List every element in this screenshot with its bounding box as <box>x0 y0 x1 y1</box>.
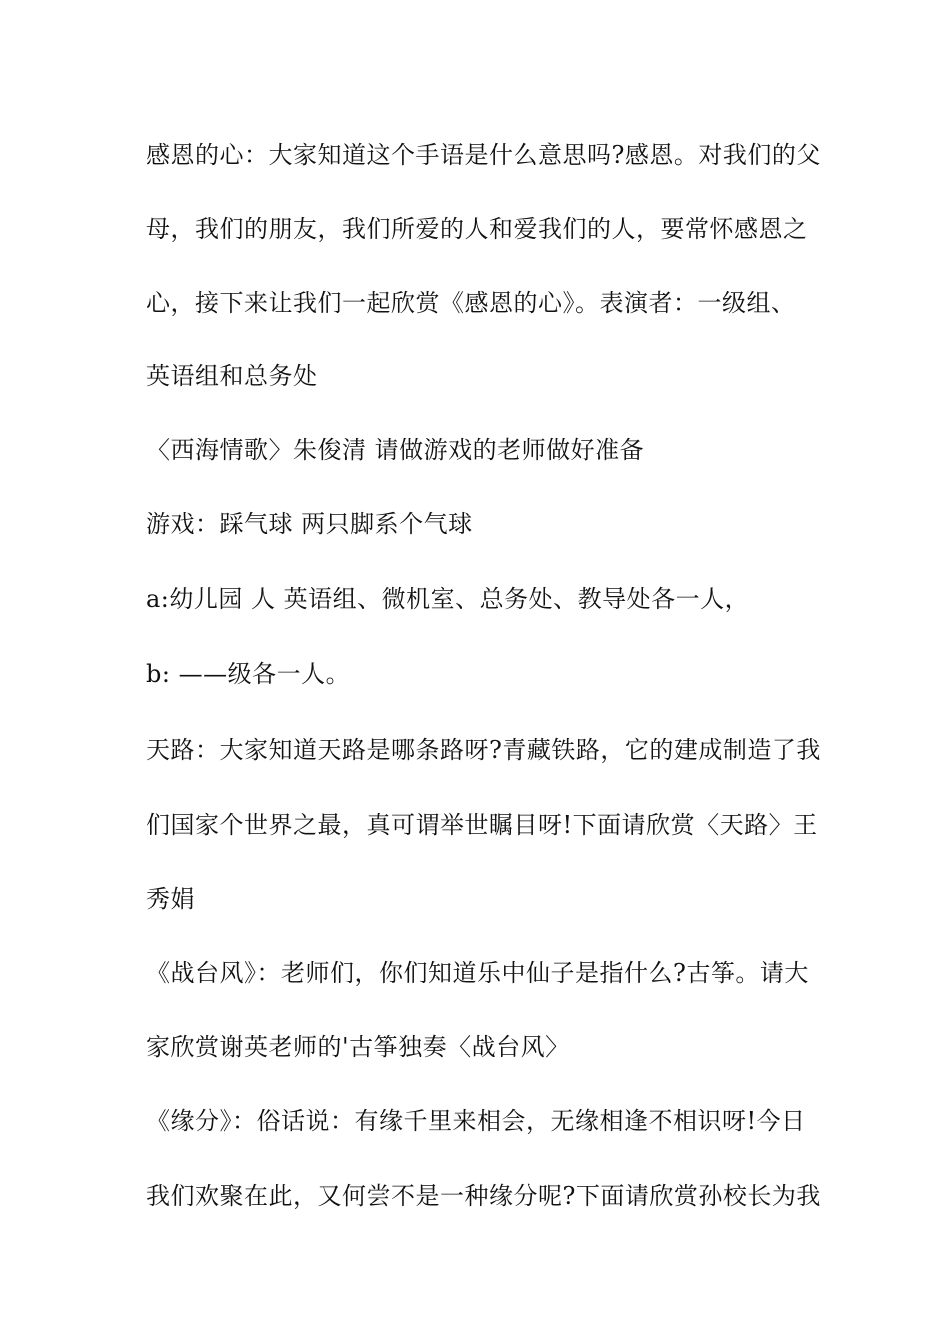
text-line: 游戏：踩气球 两只脚系个气球 <box>146 510 473 538</box>
text-line: 《缘分》：俗话说：有缘千里来相会，无缘相逢不相识呀!今日 <box>146 1107 806 1135</box>
text-line: 心，接下来让我们一起欣赏《感恩的心》。表演者：一级组、 <box>146 289 796 317</box>
text-line: 们国家个世界之最，真可谓举世瞩目呀!下面请欣赏〈天路〉王 <box>146 811 818 839</box>
text-line: 天路：大家知道天路是哪条路呀?青藏铁路，它的建成制造了我 <box>146 736 821 764</box>
text-line: a:幼儿园 人 英语组、微机室、总务处、教导处各一人， <box>146 585 750 613</box>
text-line: 母，我们的朋友，我们所爱的人和爱我们的人，要常怀感恩之 <box>146 215 808 243</box>
text-line: 秀娟 <box>146 885 195 913</box>
text-line: 〈西海情歌〉朱俊清 请做游戏的老师做好准备 <box>146 436 645 464</box>
text-line: 《战台风》：老师们，你们知道乐中仙子是指什么?古筝。请大 <box>146 959 809 987</box>
text-line: 家欣赏谢英老师的'古筝独奏〈战台风〉 <box>146 1033 570 1061</box>
text-line: 感恩的心：大家知道这个手语是什么意思吗?感恩。对我们的父 <box>146 141 821 169</box>
text-line: 我们欢聚在此，又何尝不是一种缘分呢?下面请欣赏孙校长为我 <box>146 1182 821 1210</box>
text-line: b: ——级各一人。 <box>146 660 351 688</box>
text-line: 英语组和总务处 <box>146 362 318 390</box>
